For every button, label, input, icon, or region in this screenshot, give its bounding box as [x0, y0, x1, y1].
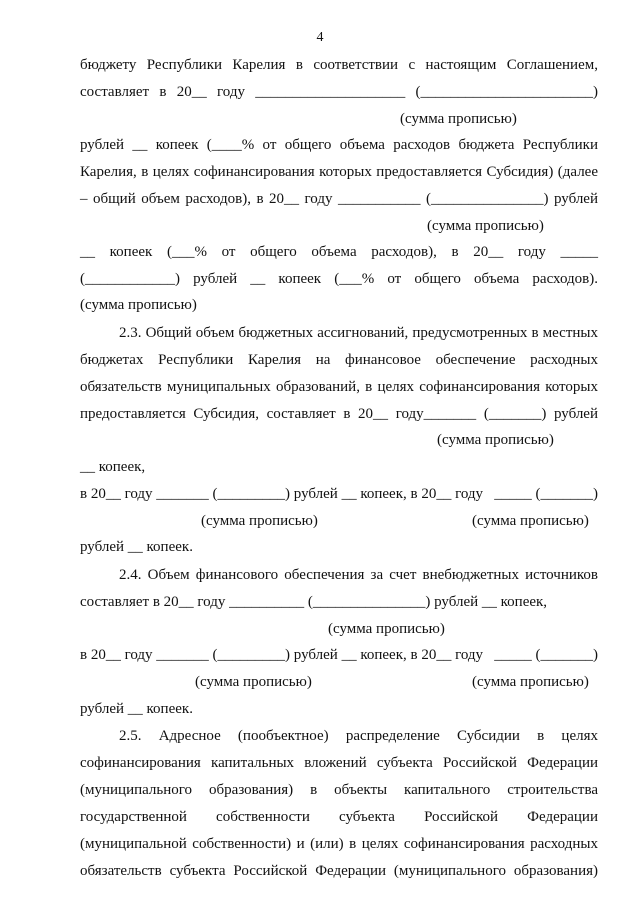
caption-amount-in-words: (сумма прописью) [328, 621, 445, 637]
text-line: рублей __ копеек. [80, 701, 193, 717]
caption-amount-in-words: (сумма прописью) [80, 297, 197, 313]
caption-amount-in-words: (сумма прописью) [437, 432, 554, 448]
text-line: _____ (_______) [494, 647, 598, 663]
text-line: предоставляется Субсидия, составляет в 20__ году_______ (_______) рублей [80, 406, 598, 422]
text-line: – общий объем расходов), в 20__ году ___________ (_______________) рублей [80, 191, 598, 207]
text-line: рублей __ копеек. [80, 539, 193, 555]
text-line: бюджетах Республики Карелия на финансовое обеспечение расходных [80, 352, 598, 368]
text-line: обязательств муниципальных образований, в целях софинансирования которых [80, 379, 598, 395]
paragraph-2-5-first-line: 2.5. Адресное (пообъектное) распределение Субсидии в целях [119, 728, 598, 744]
text-line: Карелия, в целях софинансирования которых предоставляется Субсидия) (далее [80, 164, 598, 180]
text-line: (____________) рублей __ копеек (___% от общего объема расходов). [80, 271, 598, 287]
text-line: __ копеек, [80, 459, 146, 475]
caption-amount-in-words: (сумма прописью) [400, 111, 517, 127]
caption-amount-in-words: (сумма прописью) [195, 674, 312, 690]
text-line: составляет в 20__ году __________ (_______________) рублей __ копеек, [80, 594, 548, 610]
text-line: в 20__ году _______ (_________) рублей __ копеек, в 20__ году [80, 486, 484, 502]
page-number: 4 [316, 30, 324, 45]
text-line: _____ (_______) [494, 486, 598, 502]
text-line: составляет в 20__ году ____________________ (_______________________) [80, 84, 598, 100]
paragraph-2-4-first-line: 2.4. Объем финансового обеспечения за счет внебюджетных источников [119, 567, 598, 583]
text-line: __ копеек (___% от общего объема расходов), в 20__ году _____ [80, 244, 598, 260]
text-line: обязательств субъекта Российской Федерации (муниципального образования) [80, 863, 598, 879]
text-line: бюджету Республики Карелия в соответствии с настоящим Соглашением, [80, 57, 598, 73]
text-line: в 20__ году _______ (_________) рублей __ копеек, в 20__ году [80, 647, 484, 663]
paragraph-2-3-first-line: 2.3. Общий объем бюджетных ассигнований, предусмотренных в местных [119, 325, 598, 341]
text-line: государственной собственности субъекта Российской Федерации [80, 809, 598, 825]
text-line: софинансирования капитальных вложений субъекта Российской Федерации [80, 755, 598, 771]
caption-amount-in-words: (сумма прописью) [427, 218, 544, 234]
text-line: (муниципальной собственности) и (или) в целях софинансирования расходных [80, 836, 598, 852]
text-line: (муниципального образования) в объекты капитального строительства [80, 782, 598, 798]
text-line: рублей __ копеек (____% от общего объема расходов бюджета Республики [80, 137, 598, 153]
caption-amount-in-words: (сумма прописью) [472, 674, 589, 690]
caption-amount-in-words: (сумма прописью) [201, 513, 318, 529]
caption-amount-in-words: (сумма прописью) [472, 513, 589, 529]
